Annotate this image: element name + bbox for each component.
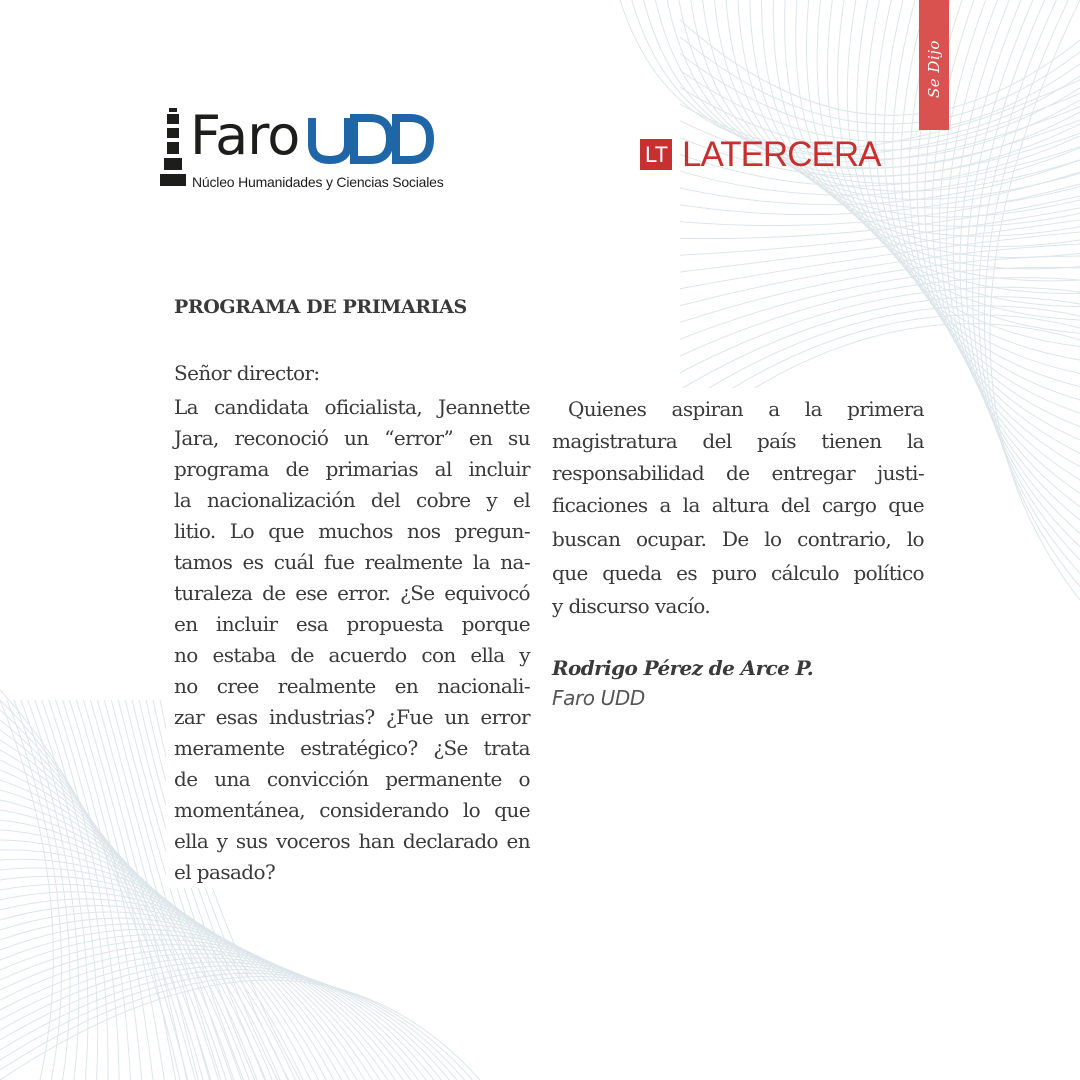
letter-salutation: Señor director: [174,361,320,385]
body-line: meramente estratégico? ¿Se trata [174,736,530,760]
body-line: La candidata oficialista, Jeannette [174,395,530,419]
body-line: ella y sus voceros han declarado en [174,829,530,853]
body-line: Quienes aspiran a la primera [568,397,924,421]
body-line: responsabilidad de entregar justi- [552,461,924,485]
faro-subtitle: Núcleo Humanidades y Ciencias Sociales [192,174,444,190]
latercera-word: LATERCERA [682,135,881,174]
letter-headline: PROGRAMA DE PRIMARIAS [174,296,467,318]
body-line: magistratura del país tienen la [552,429,924,453]
body-line: que queda es puro cálculo político [552,561,924,585]
lighthouse-icon [158,104,188,188]
body-line: buscan ocupar. De lo contrario, lo [552,527,924,551]
lt-badge: LT [640,139,672,170]
body-line: no estaba de acuerdo con ella y [174,643,530,667]
se-dijo-tab [919,0,949,130]
signer-organization: Faro UDD [552,686,645,710]
body-line: litio. Lo que muchos nos pregun- [174,519,530,543]
body-line: el pasado? [174,860,276,884]
body-line: programa de primarias al incluir [174,457,530,481]
signer-name: Rodrigo Pérez de Arce P. [552,656,814,680]
body-line: en incluir esa propuesta porque [174,612,530,636]
body-line: turaleza de ese error. ¿Se equivocó [174,581,530,605]
body-line: tamos es cuál fue realmente la na- [174,550,530,574]
body-line: momentánea, considerando lo que [174,798,530,822]
latercera-logo [640,135,900,174]
se-dijo-label: Se Dijo [925,40,943,98]
faro-word: Faro [190,104,300,167]
body-line: de una convicción permanente o [174,767,530,791]
body-line: no cree realmente en nacionali- [174,674,530,698]
letter-column-left [166,288,538,888]
body-line: y discurso vacío. [552,594,711,618]
body-line: ficaciones a la altura del cargo que [552,493,924,517]
body-line: Jara, reconoció un “error” en su [174,426,530,450]
body-line: zar esas industrias? ¿Fue un error [174,705,530,729]
faro-udd-logo [158,104,448,196]
udd-mark-icon [308,114,434,166]
letter-column-right [546,388,930,718]
body-line: la nacionalización del cobre y el [174,488,530,512]
